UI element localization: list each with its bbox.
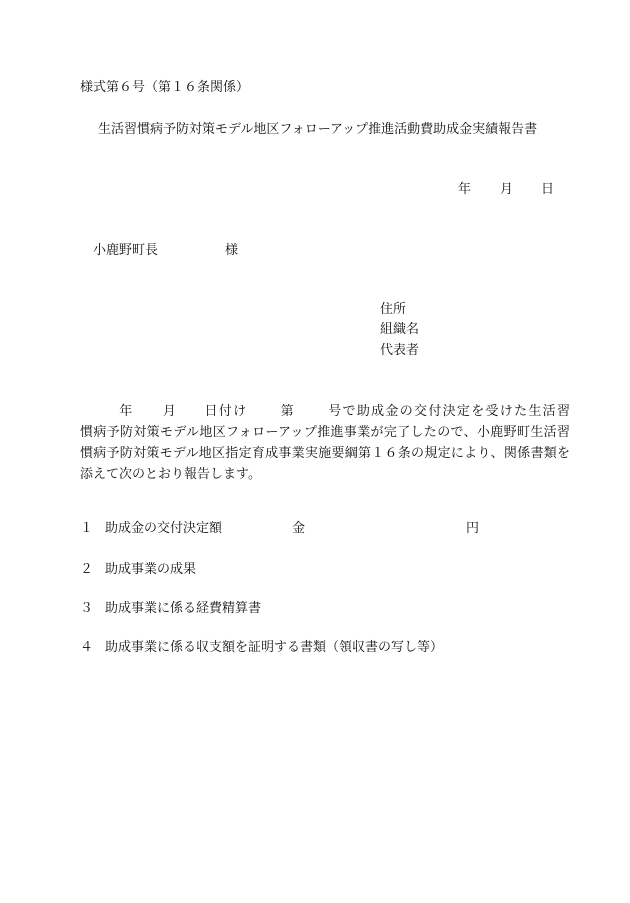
item-label-1: 助成金の交付決定額: [105, 521, 223, 536]
date-day-label: 日: [541, 182, 555, 197]
item-number-4: ４: [80, 640, 94, 655]
ref-day: 日付け: [203, 404, 248, 419]
body-line-2: 慣病予防対策モデル地区フォローアップ推進事業が完了したので、小鹿野町生活習: [80, 425, 570, 440]
item-label-4: 助成事業に係る収支額を証明する書類（領収書の写し等）: [105, 640, 444, 655]
amount-prefix: 金: [292, 521, 306, 536]
item-label-2: 助成事業の成果: [105, 562, 197, 577]
applicant-representative-label: 代表者: [380, 343, 420, 358]
item-label-3: 助成事業に係る経費精算書: [105, 601, 262, 616]
addressee-name: 小鹿野町長: [93, 243, 159, 258]
date-year-label: 年: [458, 182, 472, 197]
ref-year: 年: [118, 404, 134, 419]
body-line-3: 慣病予防対策モデル地区指定育成事業実施要綱第１６条の規定により、関係書類を: [80, 446, 570, 461]
body-line-4: 添えて次のとおり報告します。: [80, 467, 261, 482]
body-line-1: [80, 401, 570, 422]
form-number: 様式第６号（第１６条関係）: [80, 80, 250, 95]
item-number-2: ２: [80, 562, 94, 577]
ref-month: 月: [161, 404, 178, 419]
date-month-label: 月: [500, 182, 514, 197]
item-number-1: １: [80, 521, 94, 536]
ref-number-prefix: 第: [279, 404, 295, 419]
applicant-address-label: 住所: [380, 302, 407, 317]
document-title: 生活習慣病予防対策モデル地区フォローアップ推進活動費助成金実績報告書: [98, 122, 538, 137]
item-number-3: ３: [80, 601, 94, 616]
addressee-honorific: 様: [225, 243, 239, 258]
amount-unit: 円: [466, 521, 480, 536]
report-body-text: [80, 401, 570, 485]
ref-number-suffix: 号で助成金の交付決定を受けた生活習: [326, 404, 570, 419]
applicant-organization-label: 組織名: [380, 322, 420, 337]
